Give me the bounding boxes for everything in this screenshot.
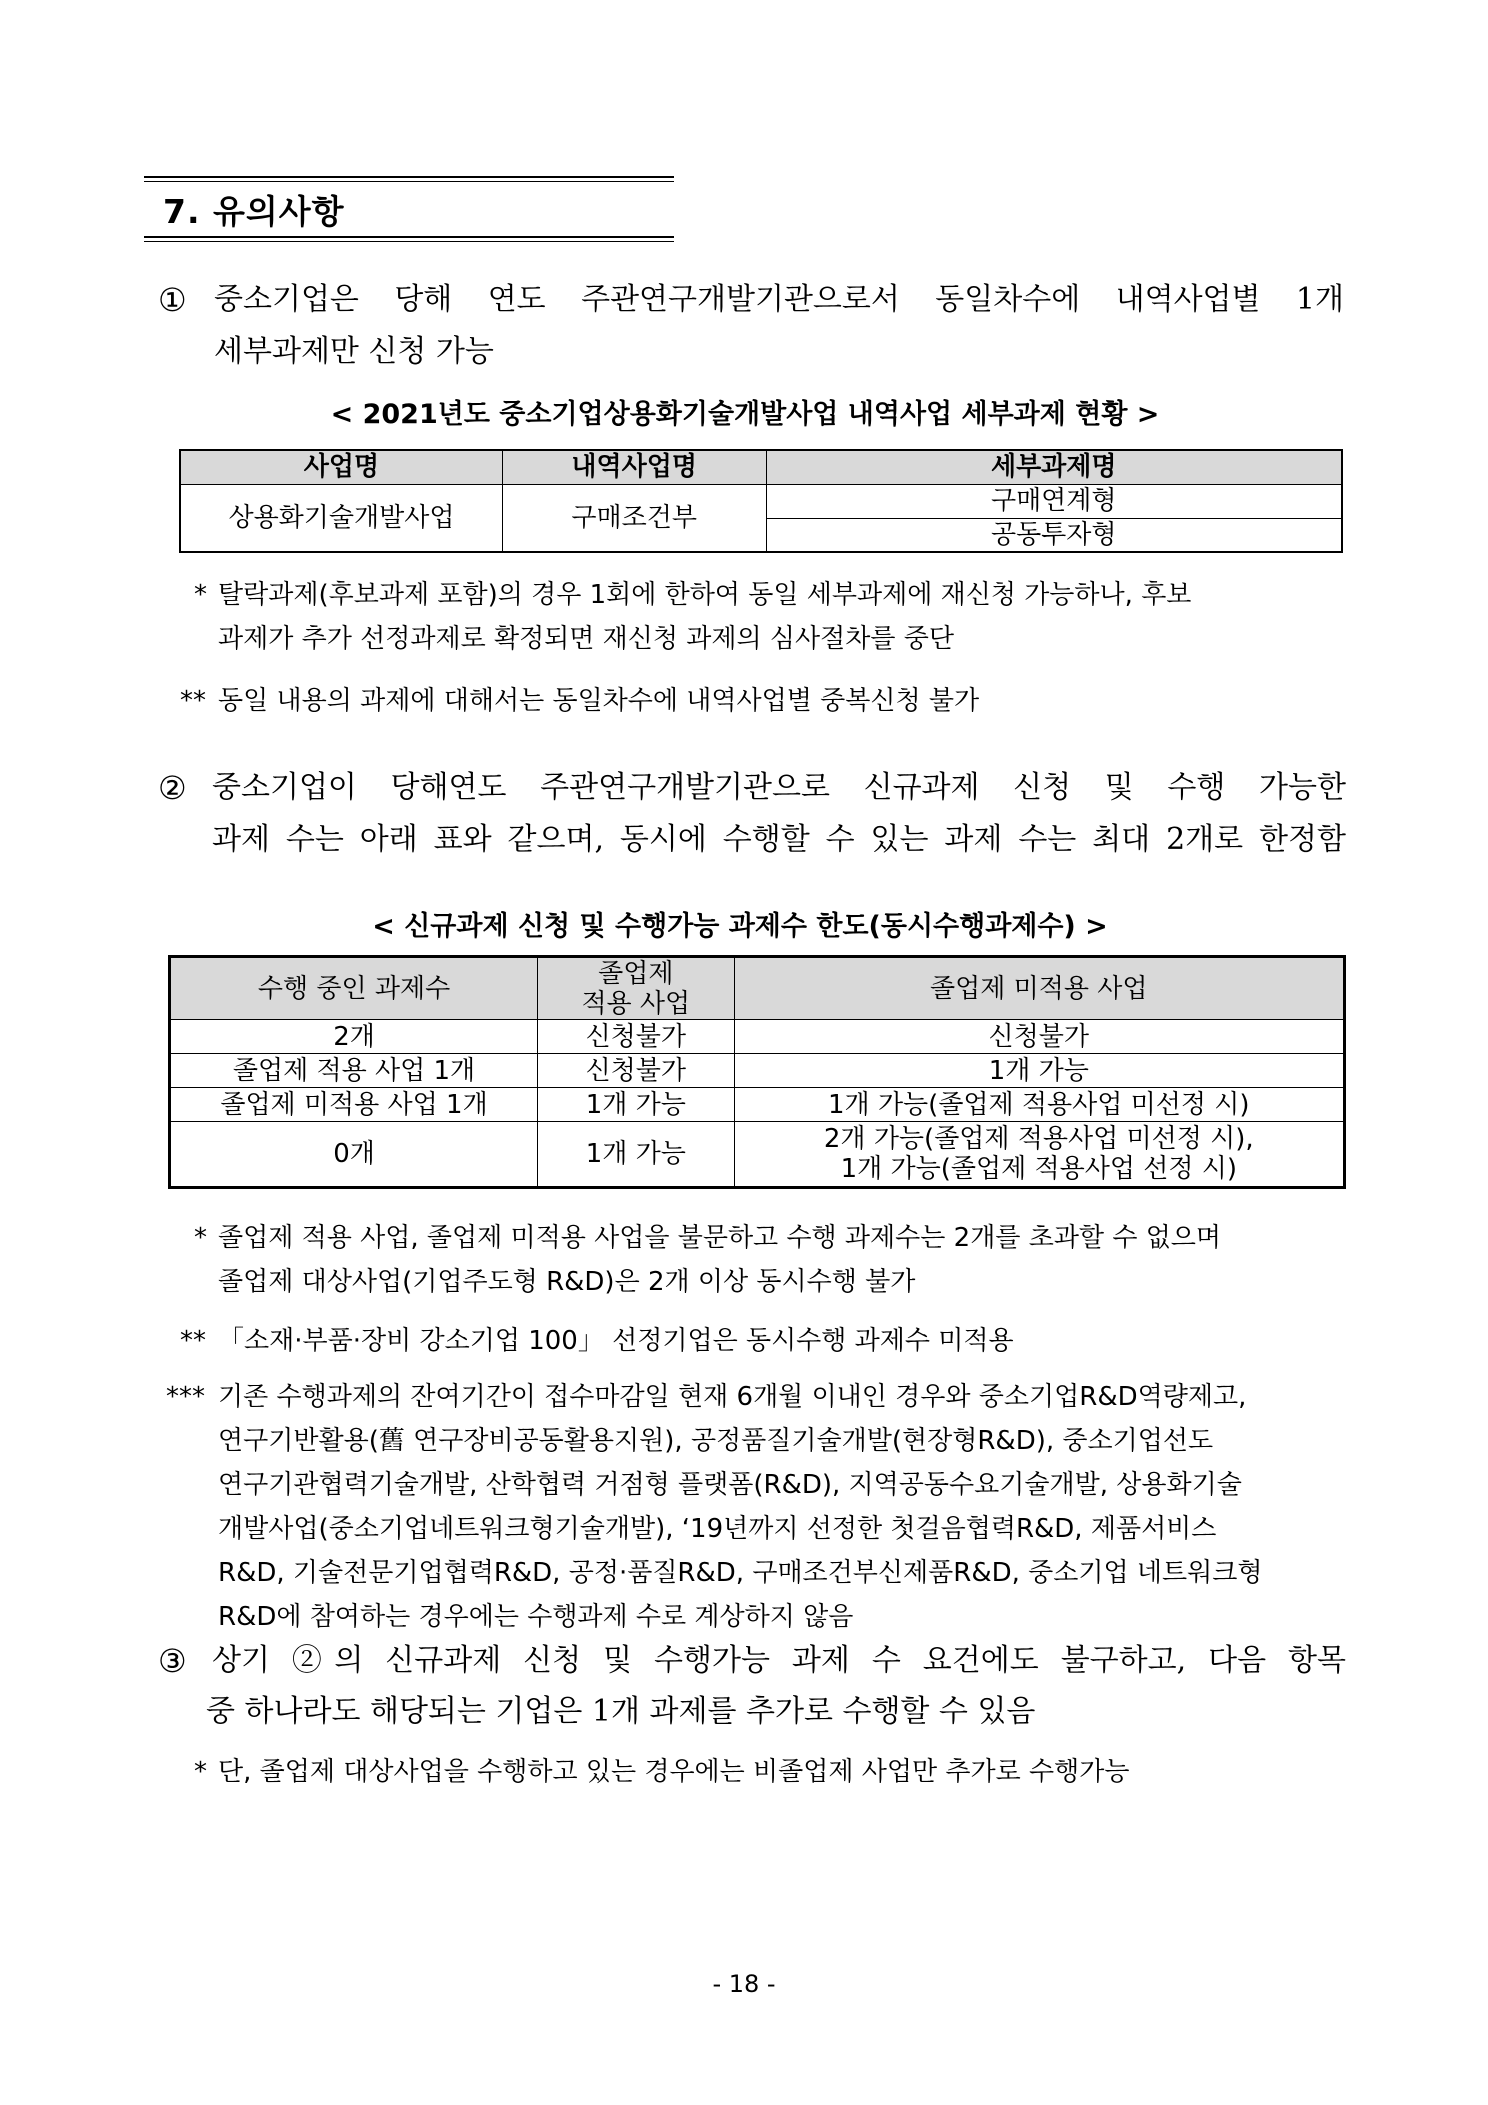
note4-mark: ** [180, 1326, 206, 1356]
note3-line2: 졸업제 대상사업(기업주도형 R&D)은 2개 이상 동시수행 불가 [218, 1267, 916, 1297]
heading-rule-top [144, 176, 674, 178]
item2-line2: 과제 수는 아래 표와 같으며, 동시에 수행할 수 있는 과제 수는 최대 2개로 한정함 [212, 822, 1346, 857]
table1-header-task: 세부과제명 [766, 450, 1342, 484]
table2-caption: < 신규과제 신청 및 수행가능 과제수 한도(동시수행과제수) > [372, 911, 1108, 942]
table2-header-applied [538, 957, 735, 1020]
table2-header-not-applied: 졸업제 미적용 사업 [734, 957, 1344, 1020]
item1-line2: 세부과제만 신청 가능 [214, 334, 494, 369]
item3-line1: 상기 ②의 신규과제 신청 및 수행가능 과제 수 요건에도 불구하고, 다음 항목 [212, 1643, 1346, 1678]
table1-task-2: 공동투자형 [766, 518, 1342, 552]
note1-mark: * [194, 580, 207, 610]
item1-line1: 중소기업은 당해 연도 주관연구개발기관으로서 동일차수에 내역사업별 1개 [214, 282, 1344, 317]
note5-mark: *** [166, 1382, 205, 1412]
page-number: - 18 - [712, 1970, 776, 1998]
note5-line2: 연구기반활용(舊 연구장비공동활용지원), 공정품질기술개발(현장형R&D), 중소기업선도 [218, 1426, 1214, 1456]
table2-row3-applied: 1개 가능 [538, 1088, 735, 1122]
item2-line1: 중소기업이 당해연도 주관연구개발기관으로 신규과제 신청 및 수행 가능한 [212, 770, 1346, 805]
heading-rule-top-thin [144, 181, 674, 182]
note5-line4: 개발사업(중소기업네트워크형기술개발), ‘19년까지 선정한 첫걸음협력R&D, 제품서비스 [218, 1514, 1217, 1544]
note5-line5: R&D, 기술전문기업협력R&D, 공정·품질R&D, 구매조건부신제품R&D, 중소기업 네트워크형 [218, 1558, 1263, 1588]
item3-line2: 중 하나라도 해당되는 기업은 1개 과제를 추가로 수행할 수 있음 [206, 1694, 1036, 1729]
table2-row1-current: 2개 [170, 1020, 538, 1054]
table1 [179, 449, 1343, 553]
table2-row4-not-applied [734, 1122, 1344, 1188]
note5-line3: 연구기관협력기술개발, 산학협력 거점형 플랫폼(R&D), 지역공동수요기술개발, 상용화기술 [218, 1470, 1242, 1500]
table1-business: 상용화기술개발사업 [180, 484, 502, 552]
table2-row3-not-applied: 1개 가능(졸업제 적용사업 미선정 시) [734, 1088, 1344, 1122]
table2-row4-not-applied-line2: 1개 가능(졸업제 적용사업 선정 시) [840, 1154, 1237, 1184]
heading-rule-bottom-thin [144, 241, 674, 242]
note6-mark: * [194, 1757, 207, 1787]
table1-task-1: 구매연계형 [766, 484, 1342, 518]
table1-caption: < 2021년도 중소기업상용화기술개발사업 내역사업 세부과제 현황 > [330, 399, 1160, 430]
table1-sub-business: 구매조건부 [502, 484, 766, 552]
table2-header-applied-line1: 졸업제 [598, 958, 674, 989]
note3-mark: * [194, 1223, 207, 1253]
table2 [168, 955, 1346, 1189]
note1-line1: 탈락과제(후보과제 포함)의 경우 1회에 한하여 동일 세부과제에 재신청 가능하나, 후보 [218, 580, 1192, 610]
table2-header-applied-line2: 적용 사업 [581, 988, 691, 1019]
note4-line1: 「소재·부품·장비 강소기업 100」 선정기업은 동시수행 과제수 미적용 [218, 1326, 1014, 1356]
item3-marker: ③ [158, 1642, 187, 1680]
table2-row3-current: 졸업제 미적용 사업 1개 [170, 1088, 538, 1122]
note3-line1: 졸업제 적용 사업, 졸업제 미적용 사업을 불문하고 수행 과제수는 2개를 초과할 수 없으며 [218, 1223, 1222, 1253]
table2-row1-not-applied: 신청불가 [734, 1020, 1344, 1054]
note2-mark: ** [180, 686, 206, 716]
table2-header-current: 수행 중인 과제수 [170, 957, 538, 1020]
item2-marker: ② [158, 769, 187, 807]
table2-row2-not-applied: 1개 가능 [734, 1054, 1344, 1088]
note6-line1: 단, 졸업제 대상사업을 수행하고 있는 경우에는 비졸업제 사업만 추가로 수행가능 [218, 1757, 1130, 1787]
table1-header-sub-business: 내역사업명 [502, 450, 766, 484]
heading-rule-bottom [144, 236, 674, 238]
table1-header-business: 사업명 [180, 450, 502, 484]
table2-row2-current: 졸업제 적용 사업 1개 [170, 1054, 538, 1088]
table2-row4-current: 0개 [170, 1122, 538, 1188]
table2-row4-applied: 1개 가능 [538, 1122, 735, 1188]
item1-marker: ① [158, 281, 187, 319]
table2-row2-applied: 신청불가 [538, 1054, 735, 1088]
table2-row1-applied: 신청불가 [538, 1020, 735, 1054]
section-title: 7. 유의사항 [163, 192, 345, 231]
note5-line1: 기존 수행과제의 잔여기간이 접수마감일 현재 6개월 이내인 경우와 중소기업R&D역량제고, [218, 1382, 1247, 1412]
note5-line6: R&D에 참여하는 경우에는 수행과제 수로 계상하지 않음 [218, 1602, 854, 1632]
note2-line1: 동일 내용의 과제에 대해서는 동일차수에 내역사업별 중복신청 불가 [218, 686, 980, 716]
table2-row4-not-applied-line1: 2개 가능(졸업제 적용사업 미선정 시), [823, 1124, 1254, 1154]
note1-line2: 과제가 추가 선정과제로 확정되면 재신청 과제의 심사절차를 중단 [218, 624, 954, 654]
